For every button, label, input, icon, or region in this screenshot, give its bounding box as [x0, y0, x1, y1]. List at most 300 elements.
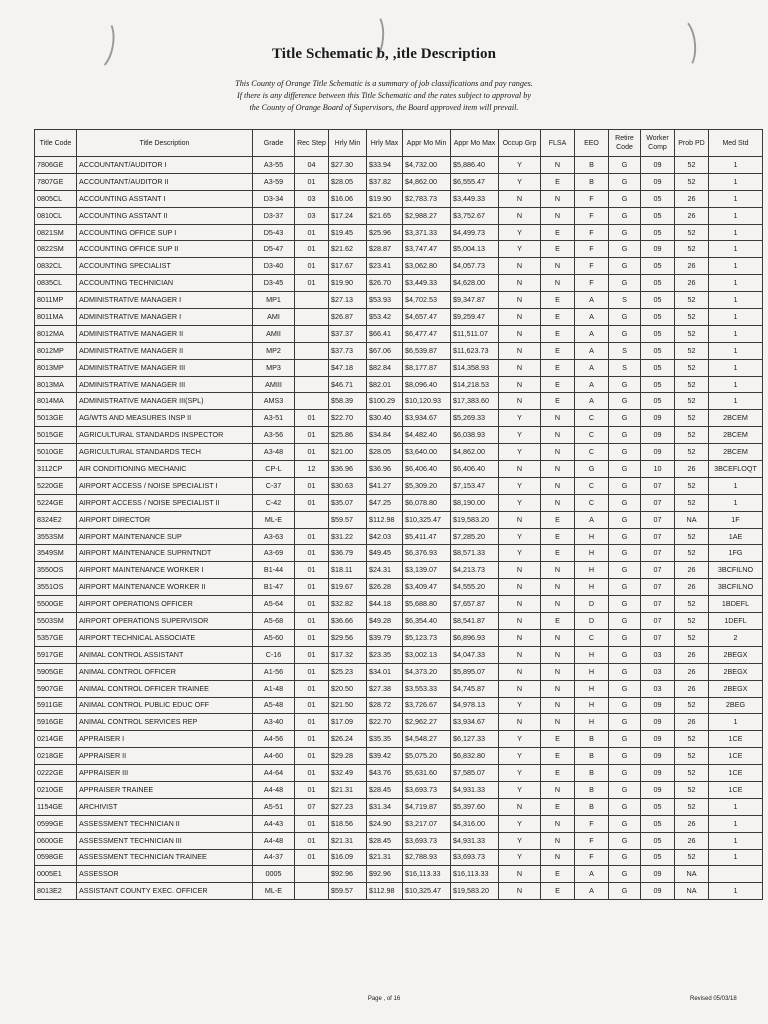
table-row [35, 325, 763, 342]
table-cell: $66.41 [367, 325, 403, 342]
table-cell: F [575, 207, 609, 224]
table-cell: E [541, 528, 575, 545]
table-cell: $21.31 [329, 781, 367, 798]
table-row [35, 461, 763, 478]
table-cell: $33.94 [367, 157, 403, 174]
column-header: Hrly Max [367, 130, 403, 157]
table-cell: 2BCEM [709, 444, 763, 461]
table-cell: $6,127.33 [451, 731, 499, 748]
table-cell: G [609, 629, 641, 646]
table-cell: $35.35 [367, 731, 403, 748]
table-cell: $26.28 [367, 579, 403, 596]
table-cell: 7806GE [35, 157, 77, 174]
table-cell: 26 [675, 207, 709, 224]
table-cell: 5015GE [35, 427, 77, 444]
table-cell: N [541, 190, 575, 207]
table-cell: 52 [675, 224, 709, 241]
column-header: Hrly Min [329, 130, 367, 157]
table-cell: S [609, 292, 641, 309]
table-cell: $3,002.13 [403, 646, 451, 663]
table-cell: 09 [641, 748, 675, 765]
table-cell: $47.18 [329, 359, 367, 376]
column-header: EEO [575, 130, 609, 157]
table-cell: AGRICULTURAL STANDARDS INSPECTOR [77, 427, 253, 444]
table-cell: $39.42 [367, 748, 403, 765]
table-cell: C-42 [253, 494, 295, 511]
table-cell: $19.90 [367, 190, 403, 207]
table-row [35, 731, 763, 748]
table-cell: G [609, 224, 641, 241]
table-cell: $4,862.00 [403, 173, 451, 190]
table-cell: $41.27 [367, 477, 403, 494]
table-cell: 2BEGX [709, 646, 763, 663]
table-cell: 1 [709, 325, 763, 342]
table-cell: $4,931.33 [451, 832, 499, 849]
table-cell: 1 [709, 494, 763, 511]
table-cell: H [575, 697, 609, 714]
table-cell: $6,038.93 [451, 427, 499, 444]
table-cell: D [575, 596, 609, 613]
table-cell: 09 [641, 157, 675, 174]
table-cell: 07 [641, 528, 675, 545]
page-title: Title Schematic b, ,itle Description [271, 46, 497, 62]
table-cell: G [609, 376, 641, 393]
table-cell: G [609, 781, 641, 798]
table-cell: AIRPORT MAINTENANCE SUP [77, 528, 253, 545]
table-cell: N [541, 461, 575, 478]
table-cell: $36.79 [329, 545, 367, 562]
table-cell: $4,373.20 [403, 663, 451, 680]
table-cell: 26 [675, 579, 709, 596]
table-cell: $6,896.93 [451, 629, 499, 646]
table-cell: $19,583.20 [451, 883, 499, 900]
table-cell: A3-69 [253, 545, 295, 562]
table-cell: N [499, 461, 541, 478]
table-cell: 05 [641, 815, 675, 832]
column-header: Retire Code [609, 130, 641, 157]
table-cell: $8,096.40 [403, 376, 451, 393]
table-cell: $6,406.40 [403, 461, 451, 478]
table-cell: 52 [675, 613, 709, 630]
table-cell: 03 [295, 207, 329, 224]
table-cell: G [609, 798, 641, 815]
table-cell: $27.23 [329, 798, 367, 815]
table-cell: 52 [675, 731, 709, 748]
table-cell: ADMINISTRATIVE MANAGER II [77, 325, 253, 342]
table-cell: G [609, 545, 641, 562]
table-cell: $6,539.87 [403, 342, 451, 359]
table-cell: 52 [675, 781, 709, 798]
table-cell: 5010GE [35, 444, 77, 461]
table-cell: 05 [641, 224, 675, 241]
table-cell: N [541, 410, 575, 427]
table-cell: 1 [709, 224, 763, 241]
column-header: Prob PD [675, 130, 709, 157]
table-cell: 05 [641, 393, 675, 410]
table-row [35, 241, 763, 258]
table-cell: S [609, 359, 641, 376]
table-cell: ASSESSMENT TECHNICIAN III [77, 832, 253, 849]
table-cell: 8011MA [35, 309, 77, 326]
table-row [35, 596, 763, 613]
table-cell: $36.96 [329, 461, 367, 478]
table-cell: ACCOUNTING OFFICE SUP I [77, 224, 253, 241]
table-cell: E [541, 731, 575, 748]
table-cell: $5,397.60 [451, 798, 499, 815]
table-cell: A5-64 [253, 596, 295, 613]
table-cell: $3,062.80 [403, 258, 451, 275]
table-cell: S [609, 342, 641, 359]
table-header-row [35, 130, 763, 157]
table-cell: F [575, 832, 609, 849]
table-cell: 0214GE [35, 731, 77, 748]
table-cell: G [609, 680, 641, 697]
table-cell: ACCOUNTING ASSTANT II [77, 207, 253, 224]
table-cell: $4,702.53 [403, 292, 451, 309]
table-cell: NA [675, 511, 709, 528]
table-cell: $3,726.67 [403, 697, 451, 714]
table-cell: 5224GE [35, 494, 77, 511]
table-cell: H [575, 545, 609, 562]
table-cell: 52 [675, 173, 709, 190]
table-cell: $16.09 [329, 849, 367, 866]
table-cell: MP3 [253, 359, 295, 376]
table-row [35, 849, 763, 866]
table-cell: 07 [641, 562, 675, 579]
table-cell: A1-48 [253, 680, 295, 697]
table-cell: Y [499, 849, 541, 866]
table-cell: 5220GE [35, 477, 77, 494]
table-cell: $28.05 [329, 173, 367, 190]
table-cell: 1 [709, 815, 763, 832]
table-cell: $59.57 [329, 883, 367, 900]
table-cell: 52 [675, 528, 709, 545]
table-cell: $4,628.00 [451, 275, 499, 292]
table-cell: $19,583.20 [451, 511, 499, 528]
table-cell: H [575, 680, 609, 697]
table-cell: $3,747.47 [403, 241, 451, 258]
table-cell: 3BCFILNO [709, 562, 763, 579]
table-cell: 04 [295, 157, 329, 174]
table-cell: 26 [675, 275, 709, 292]
table-cell: 52 [675, 444, 709, 461]
table-cell: $82.84 [367, 359, 403, 376]
table-cell: B1-47 [253, 579, 295, 596]
table-cell: Y [499, 444, 541, 461]
table-cell: $3,139.07 [403, 562, 451, 579]
table-cell: 1F [709, 511, 763, 528]
table-cell: 2 [709, 629, 763, 646]
table-cell: AIRPORT MAINTENANCE WORKER II [77, 579, 253, 596]
table-cell: AIRPORT ACCESS / NOISE SPECIALIST II [77, 494, 253, 511]
table-cell: $14,358.93 [451, 359, 499, 376]
table-cell: A1-56 [253, 663, 295, 680]
table-cell: $4,555.20 [451, 579, 499, 596]
column-header: FLSA [541, 130, 575, 157]
table-cell: 12 [295, 461, 329, 478]
table-cell: N [499, 376, 541, 393]
table-cell: N [541, 714, 575, 731]
table-cell: N [541, 494, 575, 511]
table-cell: $28.87 [367, 241, 403, 258]
table-cell: G [609, 663, 641, 680]
table-cell: 07 [641, 477, 675, 494]
table-cell: 52 [675, 292, 709, 309]
table-cell: N [499, 562, 541, 579]
table-cell: $42.03 [367, 528, 403, 545]
table-cell: $5,269.33 [451, 410, 499, 427]
table-cell: G [609, 511, 641, 528]
table-row [35, 714, 763, 731]
table-cell: G [575, 461, 609, 478]
table-cell: $100.29 [367, 393, 403, 410]
table-cell: G [609, 427, 641, 444]
table-cell: A [575, 359, 609, 376]
table-cell: 09 [641, 697, 675, 714]
table-cell: A3-56 [253, 427, 295, 444]
table-row [35, 309, 763, 326]
table-cell: $30.63 [329, 477, 367, 494]
table-cell: AMI [253, 309, 295, 326]
table-cell: 1 [709, 241, 763, 258]
table-cell: Y [499, 748, 541, 765]
table-cell: G [609, 275, 641, 292]
table-cell: G [609, 714, 641, 731]
table-cell: B [575, 765, 609, 782]
table-cell: $3,371.33 [403, 224, 451, 241]
table-cell: $16.06 [329, 190, 367, 207]
table-cell: 5013GE [35, 410, 77, 427]
table-row [35, 798, 763, 815]
table-cell: 8014MA [35, 393, 77, 410]
table-cell: 0599GE [35, 815, 77, 832]
table-cell: N [499, 866, 541, 883]
table-cell: A3-40 [253, 714, 295, 731]
table-cell: $34.01 [367, 663, 403, 680]
table-cell: ACCOUNTING ASSTANT I [77, 190, 253, 207]
table-cell: $4,862.00 [451, 444, 499, 461]
table-cell: $29.56 [329, 629, 367, 646]
table-cell: 5917GE [35, 646, 77, 663]
table-row [35, 680, 763, 697]
table-cell: 1 [709, 207, 763, 224]
table-cell: 07 [641, 596, 675, 613]
table-cell: G [609, 866, 641, 883]
table-cell: G [609, 494, 641, 511]
table-cell: 1CE [709, 765, 763, 782]
table-cell: 09 [641, 866, 675, 883]
table-cell: ANIMAL CONTROL OFFICER [77, 663, 253, 680]
table-cell: Y [499, 157, 541, 174]
column-header: Title Description [77, 130, 253, 157]
table-cell: Y [499, 815, 541, 832]
table-cell: 52 [675, 309, 709, 326]
table-cell: Y [499, 410, 541, 427]
table-cell: 05 [641, 309, 675, 326]
table-cell: 09 [641, 410, 675, 427]
table-cell: $35.07 [329, 494, 367, 511]
table-cell: ACCOUNTING SPECIALIST [77, 258, 253, 275]
table-cell [295, 325, 329, 342]
table-cell: C-37 [253, 477, 295, 494]
table-cell: $28.45 [367, 832, 403, 849]
table-cell: 07 [641, 494, 675, 511]
table-cell: N [541, 680, 575, 697]
table-cell: N [499, 714, 541, 731]
table-cell: 1 [709, 292, 763, 309]
table-cell: 05 [641, 292, 675, 309]
table-cell: A [575, 883, 609, 900]
table-cell: N [541, 579, 575, 596]
table-cell [295, 292, 329, 309]
table-cell: $4,057.73 [451, 258, 499, 275]
table-cell: Y [499, 731, 541, 748]
table-cell: $2,783.73 [403, 190, 451, 207]
table-cell: 1 [709, 849, 763, 866]
table-cell: 52 [675, 765, 709, 782]
table-cell: 09 [641, 765, 675, 782]
table-cell: $22.70 [329, 410, 367, 427]
table-cell: 2BEG [709, 697, 763, 714]
table-cell: D5-47 [253, 241, 295, 258]
table-cell: ASSESSMENT TECHNICIAN II [77, 815, 253, 832]
table-cell: E [541, 359, 575, 376]
table-row [35, 410, 763, 427]
table-cell: ARCHIVIST [77, 798, 253, 815]
table-cell: 52 [675, 629, 709, 646]
table-cell: $7,285.20 [451, 528, 499, 545]
table-cell: 5911GE [35, 697, 77, 714]
table-cell: B [575, 157, 609, 174]
table-cell: 26 [675, 258, 709, 275]
table-row [35, 359, 763, 376]
table-cell: G [609, 646, 641, 663]
table-cell [295, 866, 329, 883]
table-cell: 05 [641, 275, 675, 292]
table-cell: 01 [295, 444, 329, 461]
table-cell: Y [499, 224, 541, 241]
table-cell: MP1 [253, 292, 295, 309]
table-cell: $53.42 [367, 309, 403, 326]
table-cell: $25.96 [367, 224, 403, 241]
table-cell: $4,499.73 [451, 224, 499, 241]
column-header: Med Std [709, 130, 763, 157]
table-cell: $58.39 [329, 393, 367, 410]
table-cell: $21.31 [329, 832, 367, 849]
table-cell: $4,316.00 [451, 815, 499, 832]
table-cell: $18.11 [329, 562, 367, 579]
table-cell: 52 [675, 427, 709, 444]
table-cell: A4-56 [253, 731, 295, 748]
table-cell: ML-E [253, 511, 295, 528]
table-cell: B [575, 748, 609, 765]
table-cell: 1 [709, 359, 763, 376]
table-cell: 01 [295, 173, 329, 190]
table-cell: ADMINISTRATIVE MANAGER I [77, 292, 253, 309]
table-cell: $37.37 [329, 325, 367, 342]
table-cell: $4,213.73 [451, 562, 499, 579]
table-cell: 01 [295, 562, 329, 579]
table-cell: H [575, 579, 609, 596]
table-row [35, 173, 763, 190]
table-cell: 10 [641, 461, 675, 478]
table-cell: 0822SM [35, 241, 77, 258]
table-cell: $3,409.47 [403, 579, 451, 596]
table-cell: G [609, 613, 641, 630]
table-cell: 52 [675, 241, 709, 258]
table-cell: $49.45 [367, 545, 403, 562]
table-cell: 1 [709, 883, 763, 900]
table-cell: $27.13 [329, 292, 367, 309]
table-cell: $6,832.80 [451, 748, 499, 765]
table-row [35, 697, 763, 714]
table-cell: 05 [641, 325, 675, 342]
table-cell: N [499, 579, 541, 596]
table-cell: 05 [641, 376, 675, 393]
table-cell: 3549SM [35, 545, 77, 562]
table-cell: A4-60 [253, 748, 295, 765]
table-cell: H [575, 646, 609, 663]
table-cell: 26 [675, 190, 709, 207]
table-cell: N [499, 646, 541, 663]
table-cell: N [541, 646, 575, 663]
table-cell: A5-68 [253, 613, 295, 630]
table-cell: $49.28 [367, 613, 403, 630]
table-cell: A3-55 [253, 157, 295, 174]
table-cell: 01 [295, 596, 329, 613]
table-cell: C [575, 410, 609, 427]
table-cell: $5,309.20 [403, 477, 451, 494]
table-cell: 52 [675, 545, 709, 562]
table-cell [295, 342, 329, 359]
table-cell: 01 [295, 849, 329, 866]
intro-line: the County of Orange Board of Supervisors, the Board approved item will prevail. [249, 103, 519, 112]
table-cell: $20.50 [329, 680, 367, 697]
table-cell: Y [499, 697, 541, 714]
table-cell: E [541, 798, 575, 815]
table-row [35, 866, 763, 883]
table-cell: 3BCFILNO [709, 579, 763, 596]
intro-paragraph [190, 78, 578, 114]
table-row [35, 562, 763, 579]
table-cell: $14,218.53 [451, 376, 499, 393]
table-cell: D5-43 [253, 224, 295, 241]
table-cell: AIR CONDITIONING MECHANIC [77, 461, 253, 478]
table-cell: N [541, 562, 575, 579]
title-schematic-table [34, 129, 763, 900]
table-cell: $9,259.47 [451, 309, 499, 326]
table-cell: N [541, 258, 575, 275]
table-cell: 07 [641, 545, 675, 562]
table-row [35, 444, 763, 461]
table-cell: $4,719.87 [403, 798, 451, 815]
column-header: Title Code [35, 130, 77, 157]
table-cell: 52 [675, 157, 709, 174]
table-cell: $4,732.00 [403, 157, 451, 174]
table-cell: $21.65 [367, 207, 403, 224]
table-cell: H [575, 663, 609, 680]
table-cell: AG/WTS AND MEASURES INSP II [77, 410, 253, 427]
table-cell: 01 [295, 241, 329, 258]
table-cell: 09 [641, 241, 675, 258]
table-cell: $8,177.87 [403, 359, 451, 376]
table-cell: $6,078.80 [403, 494, 451, 511]
table-cell: A [575, 309, 609, 326]
table-cell: 52 [675, 596, 709, 613]
table-cell: $3,449.33 [403, 275, 451, 292]
table-cell: N [499, 511, 541, 528]
table-cell: D3-37 [253, 207, 295, 224]
